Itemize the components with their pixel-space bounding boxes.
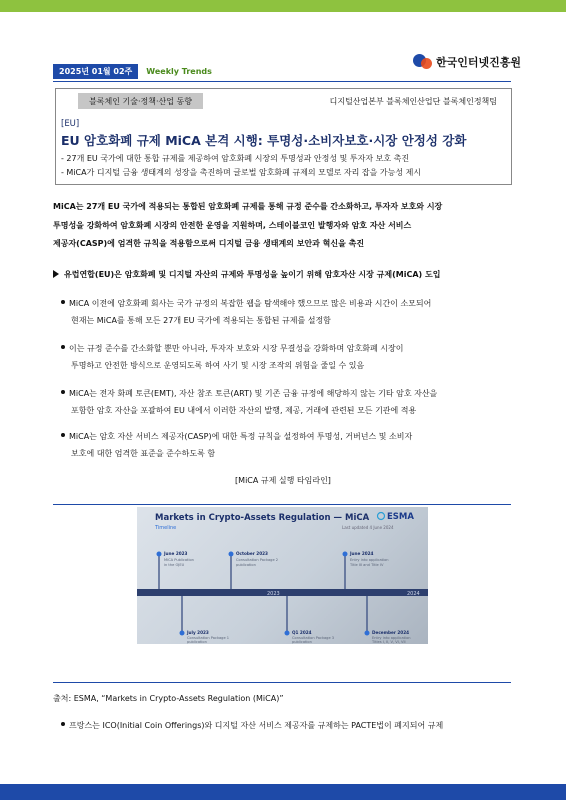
event-text: publication [187, 640, 207, 644]
event-july-2023 [180, 596, 230, 644]
bullet-dot-icon [61, 433, 65, 437]
event-date: July 2023 [187, 630, 209, 635]
event-q1-2024 [285, 596, 335, 644]
event-marker [343, 552, 348, 557]
top-color-bar [0, 0, 566, 12]
list-item-line: 포함한 암호 자산을 포괄하여 EU 내에서 이러한 자산의 발행, 제공, 거래에 관련된 모든 기관에 적용 [71, 406, 417, 415]
summary-line-1: - 27개 EU 국가에 대한 통합 규제를 제공하여 암호화폐 시장의 투명성과 안정성 및 투자자 보호 촉진 [61, 154, 410, 163]
event-date: October 2023 [236, 551, 268, 556]
event-text: in the OJEU [164, 563, 185, 567]
header-divider [53, 81, 511, 82]
event-text: Entry into application [372, 636, 411, 640]
list-item-line: 투명하고 안전한 방식으로 운영되도록 하여 사기 및 시장 조작의 위험을 줄일 수 있음 [71, 361, 365, 370]
mica-timeline-figure [137, 507, 428, 644]
figure-subtitle: Timeline [155, 525, 177, 531]
event-june-2023 [157, 551, 194, 589]
timeline-axis [137, 589, 428, 596]
region-tag: [EU] [61, 119, 80, 129]
article-header-box [55, 88, 512, 185]
list-item [61, 717, 516, 734]
summary-line-2: - MiCA가 디지털 금융 생태계의 성장을 촉진하며 글로벌 암호화폐 규제의 모델로 자리 잡을 가능성 제시 [61, 168, 422, 177]
event-text: Consultation Package 1 [187, 636, 230, 640]
event-marker [157, 552, 162, 557]
event-date: Q1 2024 [292, 630, 312, 635]
event-text: Title III and Title IV [350, 563, 384, 567]
esma-logo-icon [378, 513, 385, 520]
list-item-line: 이는 규정 준수를 간소화할 뿐만 아니라, 투자자 보호와 시장 무결성을 강화하며 암호화폐 시장이 [69, 344, 404, 353]
figure-top-rule [53, 504, 511, 505]
list-item-line: MiCA는 암호 자산 서비스 제공자(CASP)에 대한 특정 규칙을 설정하여 투명성, 거버넌스 및 소비자 [69, 432, 413, 441]
org-name: 한국인터넷진흥원 [436, 56, 522, 69]
issue-info [53, 64, 212, 78]
list-item [61, 385, 516, 419]
department-label: 디지털산업본부 블록체인산업단 블록체인정책팀 [329, 97, 497, 106]
section-heading-text: 유럽연합(EU)은 암호화폐 및 디지털 자산의 규제와 투명성을 높이기 위해 암호자산 시장 규제(MiCA) 도입 [64, 270, 441, 279]
year-label: 2024 [407, 591, 420, 597]
section-heading [53, 269, 440, 280]
list-item-line: 보호에 대한 엄격한 표준을 준수하도록 함 [71, 449, 216, 458]
event-date: December 2024 [372, 630, 410, 635]
list-item [61, 295, 516, 329]
event-text: MiCA Publication [164, 558, 194, 562]
category-label: 블록체인 기술·정책·산업 동향 [78, 93, 203, 109]
event-date: June 2023 [164, 551, 188, 556]
event-june-2024 [343, 551, 389, 589]
intro-line: 투명성을 강화하여 암호화폐 시장의 안전한 운영을 지원하며, 스테이블코인 발행자와 암호 자산 서비스 [53, 220, 412, 230]
weekly-trends-label: Weekly Trends [146, 66, 212, 76]
figure-caption: [MiCA 규제 실행 타임라인] [235, 476, 331, 485]
event-text: publication [236, 563, 256, 567]
bullet-dot-icon [61, 345, 65, 349]
esma-brand: ESMA [387, 512, 414, 522]
list-item-line: MiCA는 전자 화폐 토큰(EMT), 자산 참조 토큰(ART) 및 기존 금융 규정에 해당하지 않는 기타 암호 자산을 [69, 389, 438, 398]
event-marker [365, 631, 370, 636]
esma-logo [378, 512, 415, 522]
event-text: Consultation Package 2 [236, 558, 279, 562]
list-item [61, 428, 516, 462]
bullet-dot-icon [61, 390, 65, 394]
timeline-graphic [137, 507, 428, 644]
kisa-logo-icon [413, 52, 433, 72]
kisa-logo [413, 52, 521, 72]
figure-source: 출처: ESMA, “Markets in Crypto-Assets Regulation (MiCA)” [53, 694, 284, 703]
event-marker [180, 631, 185, 636]
event-text: Entry into application [350, 558, 389, 562]
bullet-dot-icon [61, 300, 65, 304]
year-label: 2023 [267, 591, 280, 597]
list-item [61, 340, 516, 374]
issue-date: 2025년 01월 02주 [53, 64, 138, 79]
triangle-bullet-icon [53, 270, 59, 278]
event-december-2024 [365, 596, 411, 644]
event-date: June 2024 [350, 551, 374, 556]
event-text: publication [292, 640, 312, 644]
bottom-color-bar [0, 784, 566, 800]
figure-title: Markets in Crypto-Assets Regulation — MiCA [155, 513, 370, 523]
list-item-line: 현재는 MiCA를 통해 모든 27개 EU 국가에 적용되는 통합된 규제를 설정함 [71, 316, 331, 325]
bullet-dot-icon [61, 722, 65, 726]
article-title: EU 암호화폐 규제 MiCA 본격 시행: 투명성·소비자보호·시장 안정성 강화 [61, 133, 467, 148]
event-marker [285, 631, 290, 636]
figure-bottom-rule [53, 682, 511, 683]
list-item-line: 프랑스는 ICO(Initial Coin Offerings)와 디지털 자산 서비스 제공자를 규제하는 PACTE법이 폐지되어 규제 [69, 721, 444, 730]
intro-line: MiCA는 27개 EU 국가에 적용되는 통합된 암호화폐 규제를 통해 규정 준수를 간소화하고, 투자자 보호와 시장 [53, 202, 443, 211]
intro-paragraph [53, 198, 513, 254]
event-text: Titles I, II, V, VI, VII [372, 640, 406, 644]
event-text: Consultation Package 3 [292, 636, 335, 640]
event-october-2023 [229, 551, 279, 589]
figure-updated: Last updated 4 June 2024 [342, 525, 394, 530]
event-marker [229, 552, 234, 557]
list-item-line: MiCA 이전에 암호화폐 회사는 국가 규정의 복잡한 웹을 탐색해야 했으므로 많은 비용과 시간이 소모되어 [69, 299, 432, 308]
intro-line: 제공자(CASP)에 엄격한 규칙을 적용함으로써 디지털 금융 생태계의 보안과 혁신을 촉진 [53, 239, 365, 248]
